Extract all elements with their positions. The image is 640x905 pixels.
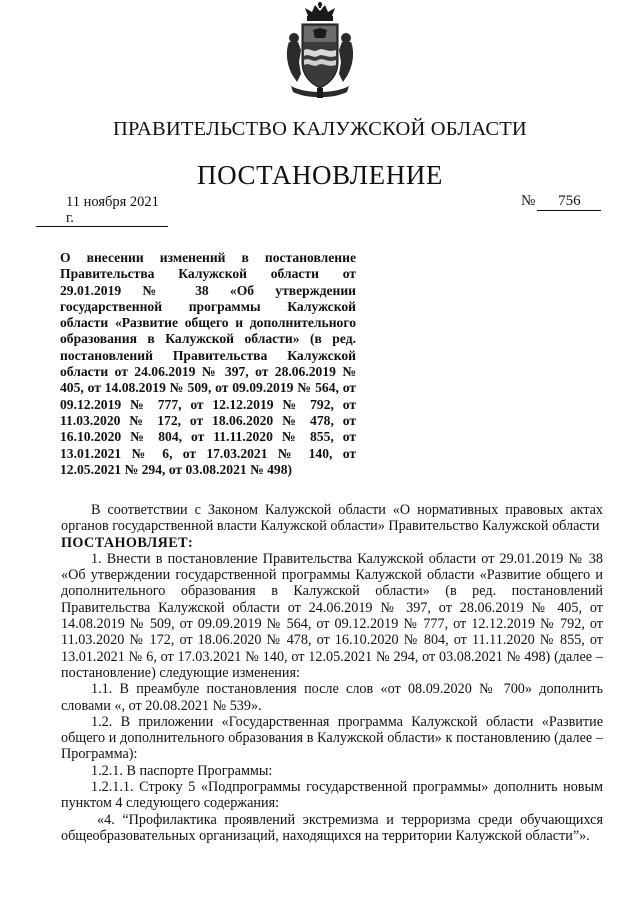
resolves-heading: ПОСТАНОВЛЯЕТ: xyxy=(61,534,194,551)
item-1-2-paragraph: 1.2. В приложении «Государственная программа Калужской области «Развитие общего и дополнительного образования в Калужской области» к постановлению (далее – Программа): xyxy=(61,713,603,763)
subject-title: О внесении изменений в постановление Правительства Калужской области от 29.01.2019 № 38 «Об утверждении государственной программы Калужской области «Развитие общего и дополнительного образования в Калужской области» (в ред. постановлений Правительства Калужской области от 24.06.2019 № 397, от 28.06.2019 № 405, от 14.08.2019 № 509, от 09.09.2019 № 564, от 09.12.2019 № 777, от 12.12.2019 № 792, от 11.03.2020 № 172, от 18.06.2020 № 478, от 16.10.2020 № 804, от 11.11.2020 № 855, от 13.01.2021 № 6, от 17.03.2021 № 140, от 12.05.2021 № 294, от 03.08.2021 № 498) xyxy=(60,250,356,477)
item-1-paragraph: 1. Внести в постановление Правительства Калужской области от 29.01.2019 № 38 «Об утверждении государственной программы Калужской области «Развитие общего и дополнительного образования в Калужской области» (в ред. постановлений Правительства Калужской области от 24.06.2019 № 397, от 28.06.2019 № 405, от 14.08.2019 № 509, от 09.09.2019 № 564, от 09.12.2019 № 777, от 12.12.2019 № 792, от 11.03.2020 № 172, от 18.06.2020 № 478, от 16.10.2020 № 804, от 11.11.2020 № 855, от 13.01.2021 № 6, от 17.03.2021 № 140, от 12.05.2021 № 294, от 03.08.2021 № 498) (далее – постановление) следующие изменения: xyxy=(61,550,603,681)
document-date: 11 ноября 2021 г. xyxy=(36,194,168,227)
quote-item-4-paragraph: «4. “Профилактика проявлений экстремизма и терроризма среди обучающихся общеобразовательных организаций, находящихся на территории Калужской области”». xyxy=(61,811,603,844)
item-1-2-1-paragraph: 1.2.1. В паспорте Программы: xyxy=(91,762,273,779)
document-body xyxy=(61,502,603,844)
document-number xyxy=(521,193,601,211)
preamble-paragraph: В соответствии с Законом Калужской области «О нормативных правовых актах органов государственной власти Калужской области» Правительство Калужской области xyxy=(61,502,603,535)
item-1-2-1-1-paragraph: 1.2.1.1. Строку 5 «Подпрограммы государственной программы» дополнить новым пунктом 4 следующего содержания: xyxy=(61,779,603,812)
document-type-heading: ПОСТАНОВЛЕНИЕ xyxy=(196,160,444,190)
number-value: 756 xyxy=(537,193,601,211)
number-sign: № xyxy=(521,193,536,209)
coat-of-arms-emblem xyxy=(283,2,357,100)
item-1-1-paragraph: 1.1. В преамбуле постановления после слов «от 08.09.2020 № 700» дополнить словами «, от 20.08.2021 № 539». xyxy=(61,681,603,714)
organization-title: ПРАВИТЕЛЬСТВО КАЛУЖСКОЙ ОБЛАСТИ xyxy=(113,118,527,140)
